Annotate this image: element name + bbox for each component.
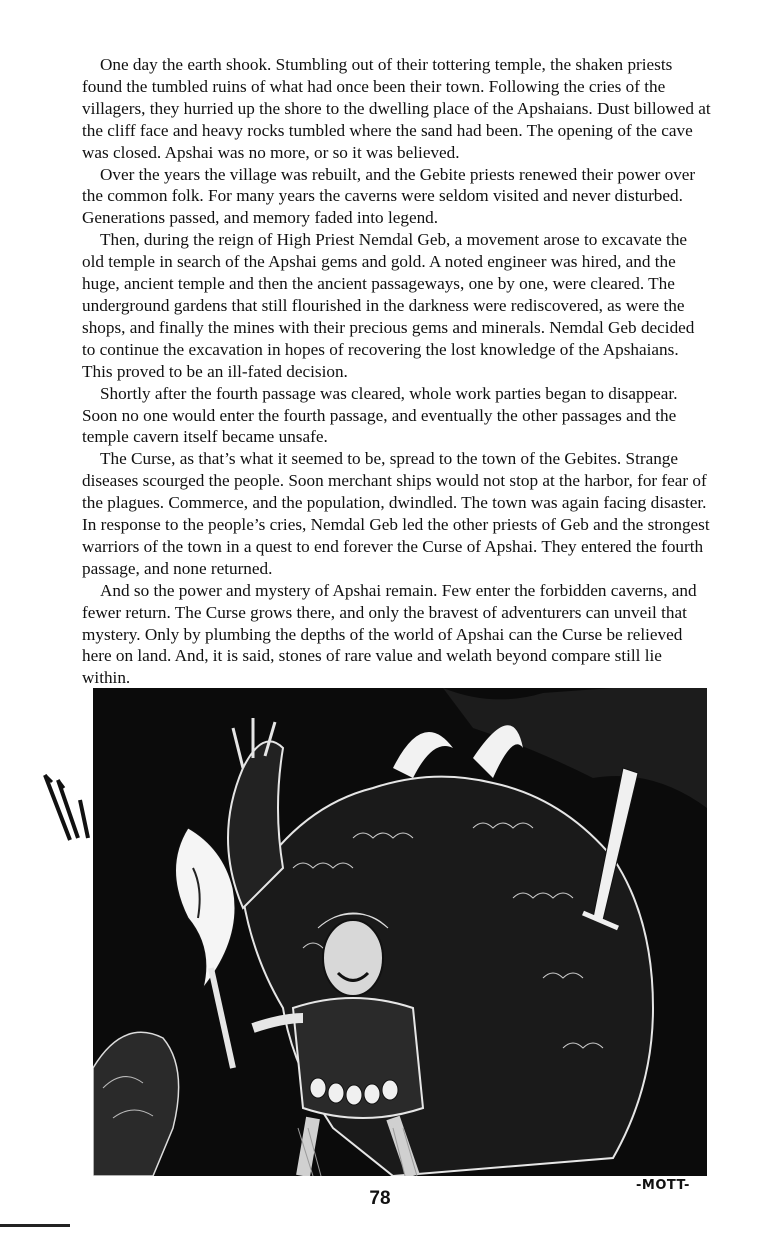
paragraph-4: Shortly after the fourth passage was cleared, whole work parties began to disappear. Soon no one would enter the fourth passage, and eventually the other passages and the temple cavern itself became unsafe.: [82, 383, 678, 447]
page-number: 78: [369, 1188, 391, 1209]
paragraph-2: Over the years the village was rebuilt, and the Gebite priests renewed their power over the common folk. For many years the caverns were seldom visited and never disturbed. Generations passed, and memory faded into legend.: [82, 164, 696, 228]
paragraph-1: One day the earth shook. Stumbling out of their tottering temple, the shaken priests found the tumbled ruins of what had once been their town. Following the cries of the villagers, they hurried up the shore to the dwelling place of the Apshaians. Dust billowed at the cliff face and heavy rocks tumbled where the sand had been. The opening of the cave was closed. Apshai was no more, or so it was believed.: [82, 55, 711, 162]
artist-signature: -MOTT-: [636, 1178, 690, 1193]
body-text: [82, 54, 712, 689]
paragraph-3: Then, during the reign of High Priest Nemdal Geb, a movement arose to excavate the old temple in search of the Apshai gems and gold. A noted engineer was hired, and the huge, ancient temple and then the ancient passageways, one by one, were cleared. The underground gardens that still flourished in the darkness were rediscovered, as were the shops, and finally the mines with their precious gems and minerals. Nemdal Geb decided to continue the excavation in hopes of recovering the lost knowledge of the Apshaians. This proved to be an ill-fated decision.: [82, 230, 695, 381]
corner-mark: [0, 1224, 70, 1227]
warrior-and-demon-illustration: [93, 688, 707, 1176]
paragraph-6: And so the power and mystery of Apshai remain. Few enter the forbidden caverns, and fewer return. The Curse grows there, and only the bravest of adventurers can unveil that mystery. Only by plumbing the depths of the world of Apshai can the Curse be relieved here on land. And, it is said, stones of rare value and welath beyond compare still lie within.: [82, 580, 697, 688]
paragraph-5: The Curse, as that’s what it seemed to be, spread to the town of the Gebites. Strange diseases scourged the people. Soon merchant ships would not stop at the harbor, for fear of the plagues. Commerce, and the population, dwindled. The town was again facing disaster. In response to the people’s cries, Nemdal Geb led the other priests of Geb and the strongest warriors of the town in a quest to end forever the Curse of Apshai. They entered the fourth passage, and none returned.: [82, 449, 710, 578]
